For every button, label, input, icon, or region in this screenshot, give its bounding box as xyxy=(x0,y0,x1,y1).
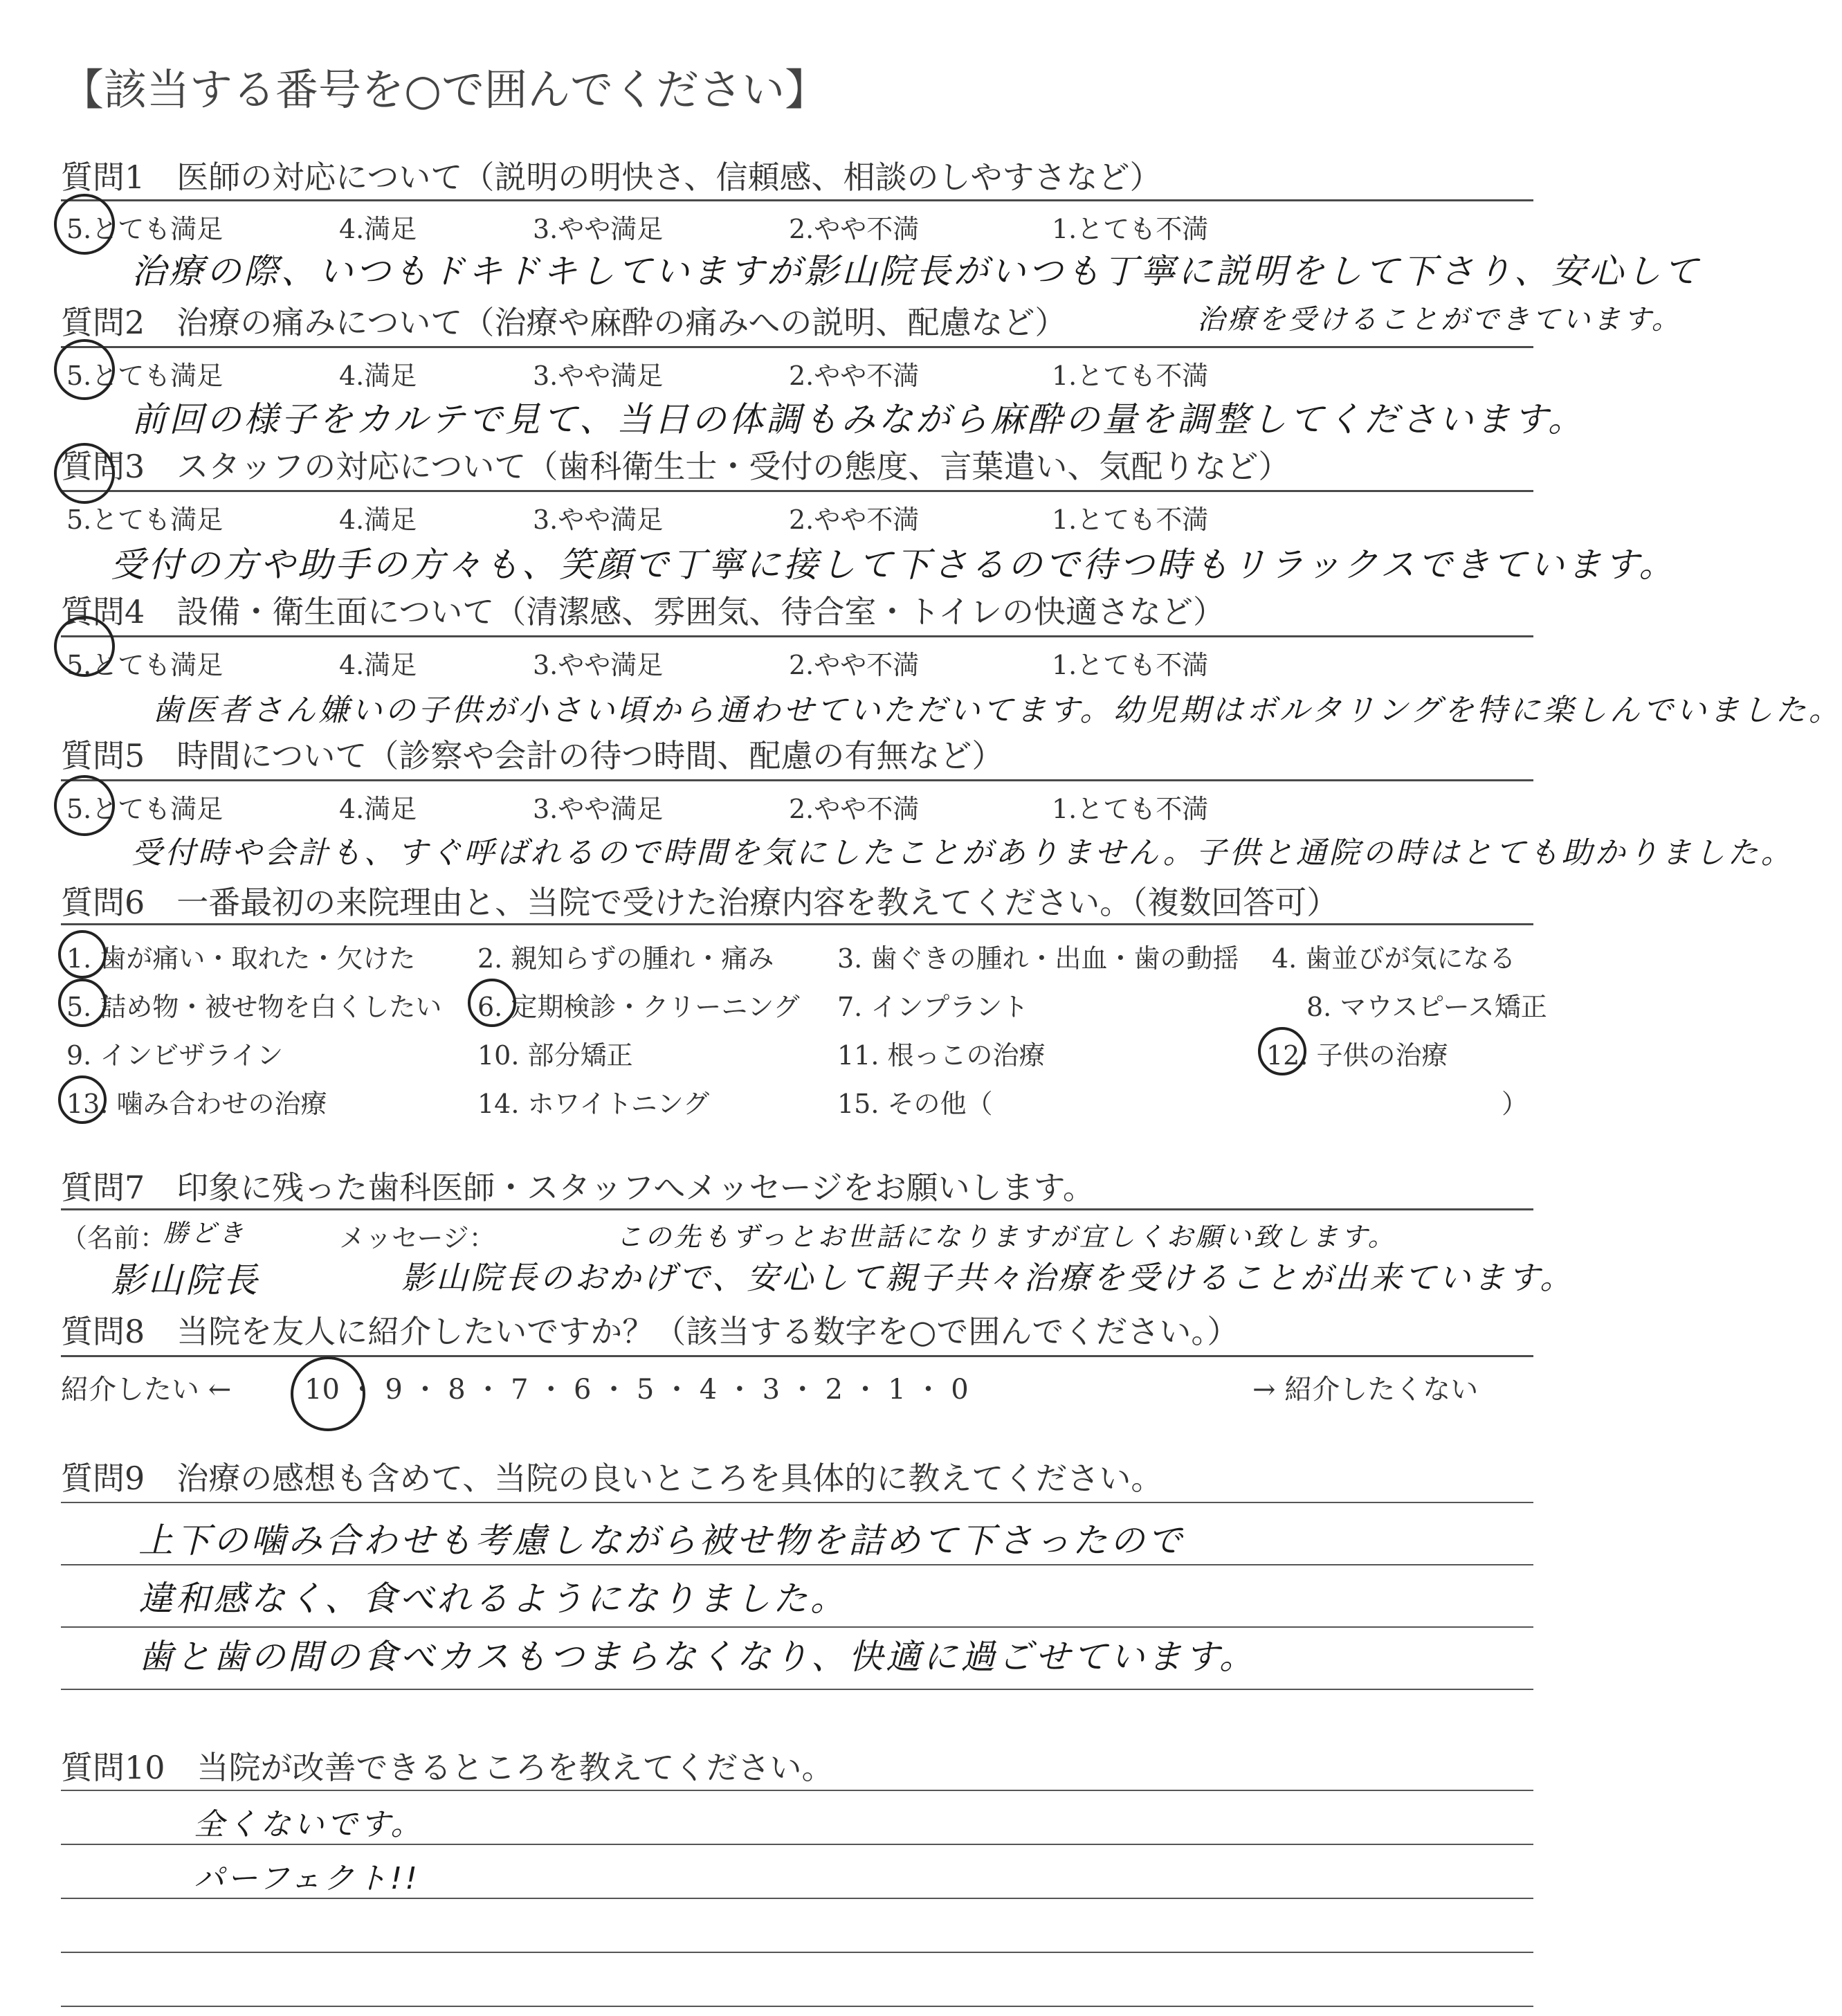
q9-label: 質問9 治療の感想も含めて、当院の良いところを具体的に教えてください。 xyxy=(61,1460,1163,1497)
q7-rule xyxy=(61,1208,1533,1210)
q4-label: 質問4 設備・衛生面について（清潔感、雰囲気、待合室・トイレの快適さなど） xyxy=(61,593,1225,630)
q6-option-9[interactable]: 9. インビザライン xyxy=(66,1040,284,1071)
q4-rating-1[interactable]: 1.とても不満 xyxy=(1052,650,1209,680)
q5-answer: 受付時や会計も、すぐ呼ばれるので時間を気にしたことがありません。子供と通院の時はとても助かりました。 xyxy=(131,835,1794,871)
q9-answer-3: 歯と歯の間の食べカスもつまらなくなり、快適に過ごせています。 xyxy=(138,1637,1257,1677)
q4-answer: 歯医者さん嫌いの子供が小さい頃から通わせていただいてます。幼児期はボルタリングを特に楽しんでいました。 xyxy=(152,693,1842,728)
q2-rating-2[interactable]: 2.やや不満 xyxy=(789,361,920,391)
q7-name-label: （名前： xyxy=(61,1223,167,1253)
selection-circle-q2 xyxy=(54,339,115,400)
q6-option-1[interactable]: 1. 歯が痛い・取れた・欠けた xyxy=(66,943,416,974)
q9-answer-1: 上下の噛み合わせも考慮しながら被せ物を詰めて下さったので xyxy=(138,1520,1185,1561)
q7-label: 質問7 印象に残った歯科医師・スタッフへメッセージをお願いします。 xyxy=(61,1169,1095,1206)
q10-line-5 xyxy=(61,2006,1533,2007)
selection-circle-q4 xyxy=(54,616,115,677)
q1-rating-1[interactable]: 1.とても不満 xyxy=(1052,214,1209,244)
q7-name-note: 勝どき xyxy=(163,1219,247,1248)
q10-line-1 xyxy=(61,1790,1533,1791)
q6-option-5[interactable]: 5. 詰め物・被せ物を白くしたい xyxy=(66,992,442,1022)
selection-circle-q3 xyxy=(54,443,115,504)
selection-circle-q6-6 xyxy=(468,979,516,1027)
q1-rating-3[interactable]: 3.やや満足 xyxy=(533,214,664,244)
selection-circle-q5 xyxy=(54,775,115,836)
q9-line-4 xyxy=(61,1689,1533,1690)
q3-label: 質問3 スタッフの対応について（歯科衛生士・受付の態度、言葉遣い、気配りなど） xyxy=(61,448,1291,485)
q6-label: 質問6 一番最初の来院理由と、当院で受けた治療内容を教えてください。（複数回答可） xyxy=(61,884,1339,921)
q8-right-label: → 紹介したくない xyxy=(1252,1374,1479,1406)
q8-label: 質問8 当院を友人に紹介したいですか？（該当する数字を○で囲んでください。） xyxy=(61,1313,1239,1350)
q2-rule xyxy=(61,346,1533,348)
q2-rating-4[interactable]: 4.満足 xyxy=(339,361,417,391)
q1-rating-4[interactable]: 4.満足 xyxy=(339,214,417,244)
q5-rule xyxy=(61,779,1533,781)
q3-rule xyxy=(61,490,1533,492)
selection-circle-q6-1 xyxy=(58,930,107,979)
q5-label: 質問5 時間について（診察や会計の待つ時間、配慮の有無など） xyxy=(61,737,1004,774)
q3-answer: 受付の方や助手の方々も、笑顔で丁寧に接して下さるので待つ時もリラックスできています。 xyxy=(111,545,1677,585)
q1-label: 質問1 医師の対応について（説明の明快さ、信頼感、相談のしやすさなど） xyxy=(61,158,1162,196)
q2-rating-3[interactable]: 3.やや満足 xyxy=(533,361,664,391)
selection-circle-q6-5 xyxy=(58,979,107,1027)
q3-rating-5[interactable]: 5.とても満足 xyxy=(66,505,224,535)
q4-rating-2[interactable]: 2.やや不満 xyxy=(789,650,920,680)
q10-answer-1: 全くないです。 xyxy=(194,1807,424,1842)
q5-rating-1[interactable]: 1.とても不満 xyxy=(1052,794,1209,824)
q9-line-3 xyxy=(61,1626,1533,1628)
q6-option-8[interactable]: 8. マウスピース矯正 xyxy=(1306,992,1547,1022)
q8-rule xyxy=(61,1355,1533,1357)
q4-rule xyxy=(61,635,1533,637)
q10-line-2 xyxy=(61,1844,1533,1845)
selection-circle-q8 xyxy=(291,1356,365,1431)
q9-line-1 xyxy=(61,1502,1533,1503)
q6-option-12[interactable]: 12. 子供の治療 xyxy=(1266,1040,1448,1071)
selection-circle-q6-13 xyxy=(58,1075,107,1124)
q8-left-label: 紹介したい ← xyxy=(61,1374,232,1406)
q1-rating-2[interactable]: 2.やや不満 xyxy=(789,214,920,244)
q7-name-value: 影山院長 xyxy=(111,1260,260,1300)
q2-rating-1[interactable]: 1.とても不満 xyxy=(1052,361,1209,391)
q9-line-2 xyxy=(61,1564,1533,1565)
q5-rating-2[interactable]: 2.やや不満 xyxy=(789,794,920,824)
q2-label: 質問2 治療の痛みについて（治療や麻酔の痛みへの説明、配慮など） xyxy=(61,304,1067,341)
q10-line-4 xyxy=(61,1952,1533,1953)
q7-message-label: メッセージ： xyxy=(339,1223,495,1253)
q6-option-6[interactable]: 6. 定期検診・クリーニング xyxy=(477,992,800,1022)
q10-answer-2: パーフェクト!! xyxy=(194,1861,420,1896)
q7-message-top: この先もずっとお世話になりますが宜しくお願い致します。 xyxy=(616,1222,1397,1252)
q2-rating-5[interactable]: 5.とても満足 xyxy=(66,361,224,391)
q5-rating-3[interactable]: 3.やや満足 xyxy=(533,794,664,824)
q1-answer: 治療の際、いつもドキドキしていますが影山院長がいつも丁寧に説明をして下さり、安心して xyxy=(131,251,1701,291)
q3-rating-1[interactable]: 1.とても不満 xyxy=(1052,505,1209,535)
selection-circle-q1 xyxy=(54,194,115,255)
q1-answer-cont: 治療を受けることができています。 xyxy=(1197,304,1682,336)
q6-option-7[interactable]: 7. インプラント xyxy=(837,992,1029,1022)
q10-line-3 xyxy=(61,1898,1533,1899)
q4-rating-4[interactable]: 4.満足 xyxy=(339,650,417,680)
q1-rating-5[interactable]: 5.とても満足 xyxy=(66,214,224,244)
q1-rule xyxy=(61,199,1533,201)
q6-option-15[interactable]: 15. その他（ xyxy=(837,1089,993,1119)
selection-circle-q6-12 xyxy=(1258,1027,1306,1075)
q4-rating-3[interactable]: 3.やや満足 xyxy=(533,650,664,680)
q3-rating-2[interactable]: 2.やや不満 xyxy=(789,505,920,535)
q6-rule xyxy=(61,923,1533,925)
q5-rating-5[interactable]: 5.とても満足 xyxy=(66,794,224,824)
q6-option-11[interactable]: 11. 根っこの治療 xyxy=(837,1040,1046,1071)
q6-option-15-close: ） xyxy=(1502,1089,1529,1119)
q10-label: 質問10 当院が改善できるところを教えてください。 xyxy=(61,1749,834,1786)
q6-option-13[interactable]: 13. 噛み合わせの治療 xyxy=(66,1089,327,1119)
q9-answer-2: 違和感なく、食べれるようになりました。 xyxy=(138,1579,848,1619)
page-title: 【該当する番号を○で囲んでください】 xyxy=(61,64,828,115)
q6-option-2[interactable]: 2. 親知らずの腫れ・痛み xyxy=(477,943,774,974)
q6-option-14[interactable]: 14. ホワイトニング xyxy=(477,1089,710,1119)
q6-option-4[interactable]: 4. 歯並びが気になる xyxy=(1272,943,1516,974)
q3-rating-3[interactable]: 3.やや満足 xyxy=(533,505,664,535)
q7-message: 影山院長のおかげで、安心して親子共々治療を受けることが出来ています。 xyxy=(401,1259,1575,1296)
q6-option-10[interactable]: 10. 部分矯正 xyxy=(477,1040,633,1071)
q5-rating-4[interactable]: 4.満足 xyxy=(339,794,417,824)
q6-option-3[interactable]: 3. 歯ぐきの腫れ・出血・歯の動揺 xyxy=(837,943,1239,974)
q3-rating-4[interactable]: 4.満足 xyxy=(339,505,417,535)
q2-answer: 前回の様子をカルテで見て、当日の体調もみながら麻酔の量を調整してくださいます。 xyxy=(131,399,1585,439)
q8-scale[interactable]: 10 ・ 9 ・ 8 ・ 7 ・ 6 ・ 5 ・ 4 ・ 3 ・ 2 ・ 1 ・ 0 xyxy=(304,1374,969,1406)
q4-rating-5[interactable]: 5.とても満足 xyxy=(66,650,224,680)
